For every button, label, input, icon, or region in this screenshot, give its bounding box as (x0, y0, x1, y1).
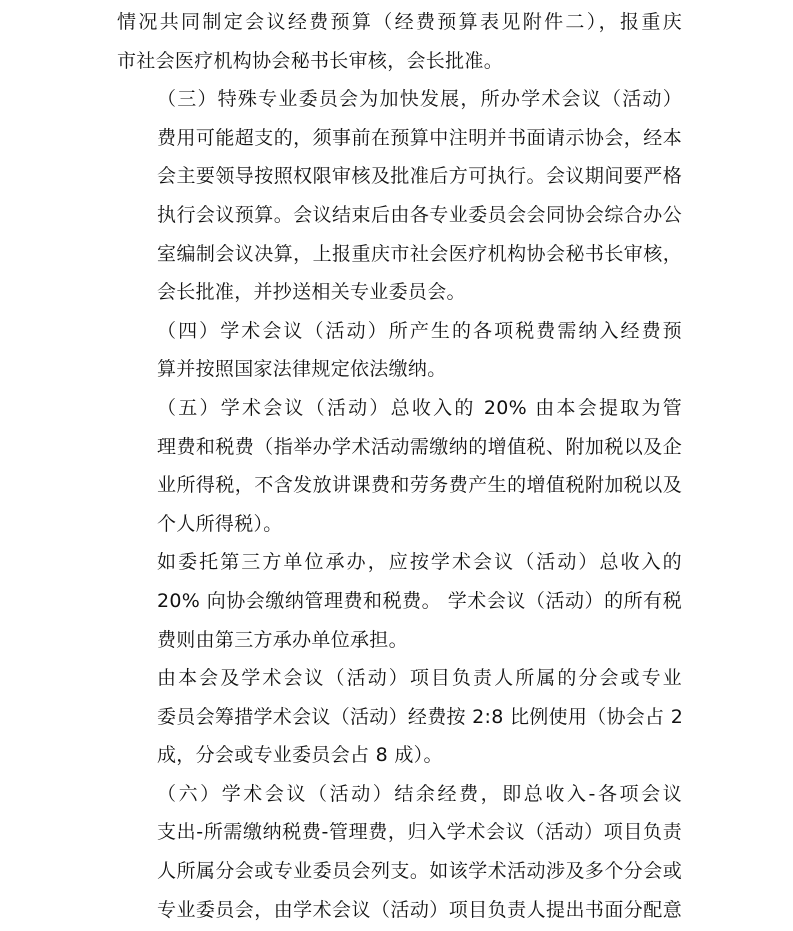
text-line: 理费和税费（指举办学术活动需缴纳的增值税、附加税以及企 (157, 435, 682, 458)
paragraph-funding-ratio (117, 659, 682, 775)
text-line: （三）特殊专业委员会为加快发展，所办学术会议（活动） (157, 88, 682, 111)
text-line: 算并按照国家法律规定依法缴纳。 (157, 358, 447, 381)
text-line: 费用可能超支的，须事前在预算中注明并书面请示协会，经本 (157, 126, 682, 149)
text-line: 成，分会或专业委员会占 8 成）。 (157, 744, 443, 767)
text-line: 支出-所需缴纳税费-管理费，归入学术会议（活动）项目负责 (157, 821, 682, 844)
paragraph-section-4 (117, 312, 682, 389)
text-line: 个人所得税）。 (157, 512, 283, 535)
paragraph-section-3 (117, 80, 682, 312)
text-line: 委员会筹措学术会议（活动）经费按 2:8 比例使用（协会占 2 (157, 705, 684, 728)
text-line: 人所属分会或专业委员会列支。如该学术活动涉及多个分会或 (157, 860, 682, 883)
text-line: 业所得税，不含发放讲课费和劳务费产生的增值税附加税以及 (157, 474, 682, 497)
text-line: 20% 向协会缴纳管理费和税费。 学术会议（活动）的所有税 (157, 589, 682, 612)
text-line: 执行会议预算。会议结束后由各专业委员会会同协会综合办公 (157, 203, 682, 226)
paragraph-budget-approval (117, 3, 682, 80)
text-line: （五）学术会议（活动）总收入的 20% 由本会提取为管 (157, 396, 682, 419)
text-line: 费则由第三方承办单位承担。 (157, 628, 408, 651)
paragraph-section-6 (117, 775, 682, 929)
text-line: 由本会及学术会议（活动）项目负责人所属的分会或专业 (157, 667, 682, 690)
text-line: （四）学术会议（活动）所产生的各项税费需纳入经费预 (157, 319, 682, 342)
text-line: 室编制会议决算，上报重庆市社会医疗机构协会秘书长审核， (157, 242, 682, 265)
text-line: 如委托第三方单位承办，应按学术会议（活动）总收入的 (157, 551, 682, 574)
paragraph-section-5 (117, 389, 682, 543)
text-line: 会主要领导按照权限审核及批准后方可执行。会议期间要严格 (157, 165, 682, 188)
paragraph-third-party (117, 543, 682, 659)
text-line: 专业委员会，由学术会议（活动）项目负责人提出书面分配意 (157, 898, 682, 921)
text-line: （六）学术会议（活动）结余经费，即总收入-各项会议 (157, 782, 682, 805)
document-body (117, 3, 682, 929)
text-line: 情况共同制定会议经费预算（经费预算表见附件二），报重庆 (117, 11, 682, 33)
text-line: 市社会医疗机构协会秘书长审核，会长批准。 (117, 49, 504, 72)
text-line: 会长批准，并抄送相关专业委员会。 (157, 281, 466, 304)
